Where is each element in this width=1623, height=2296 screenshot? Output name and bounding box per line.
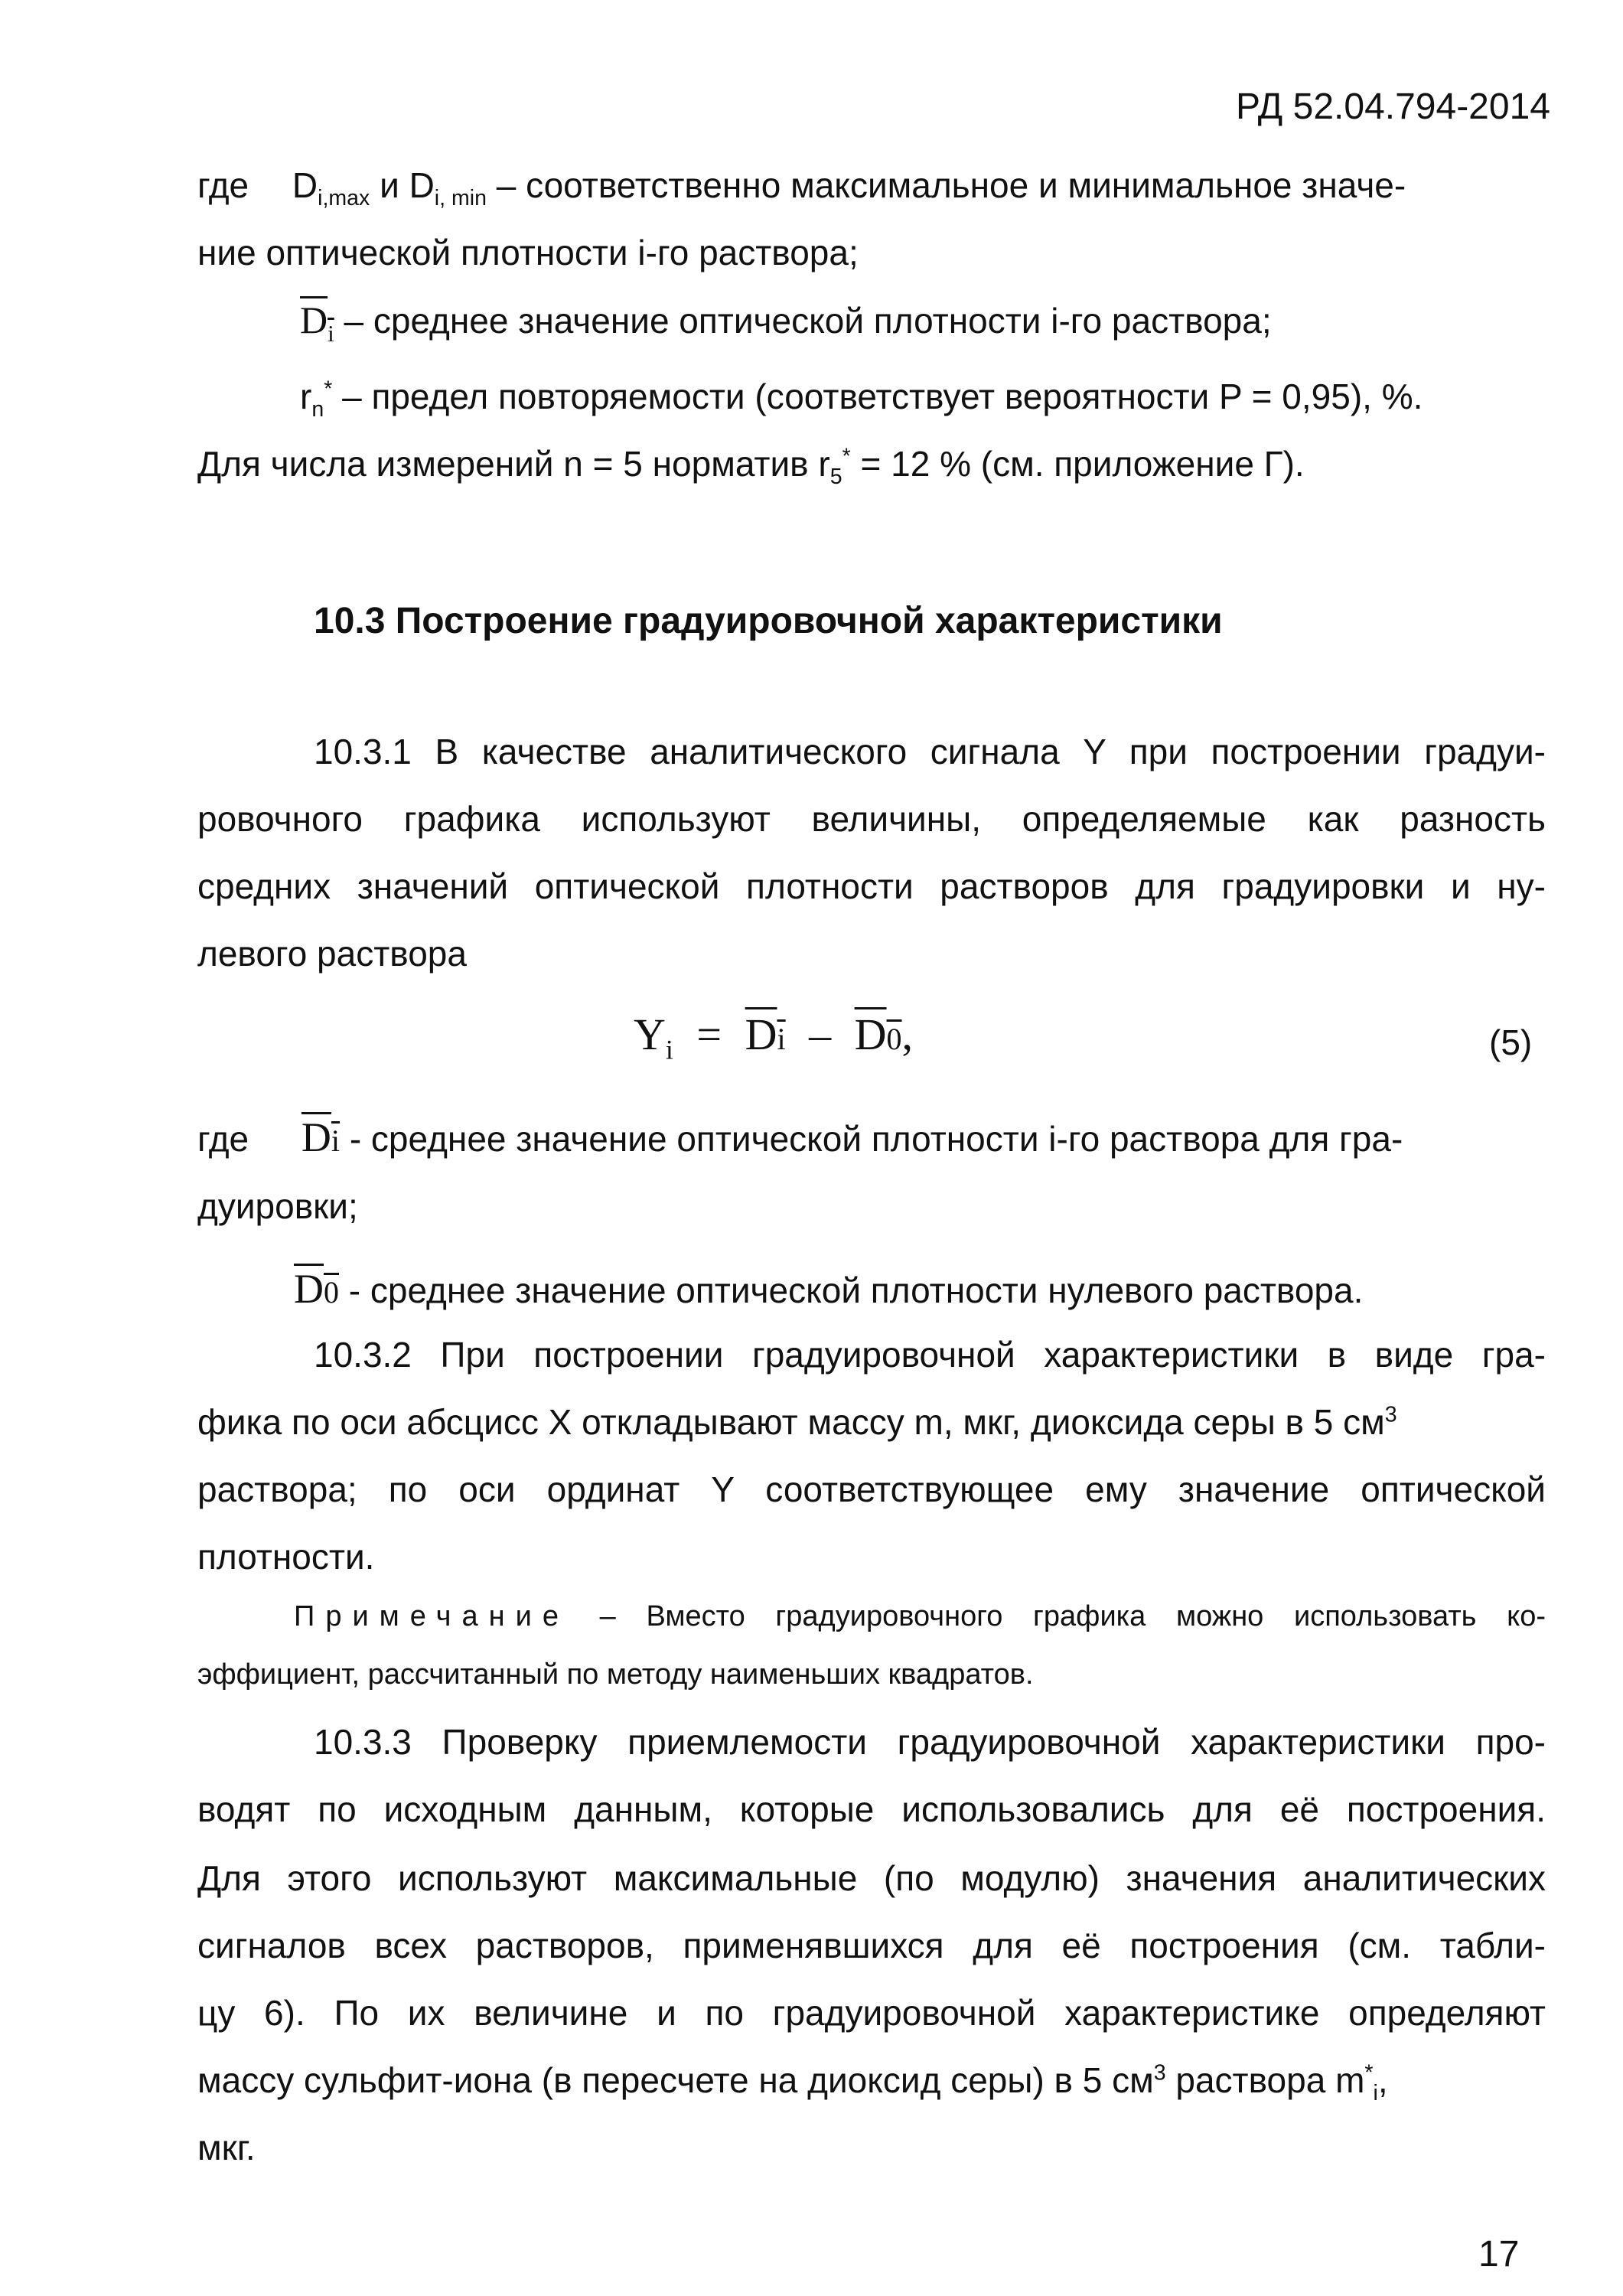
where-block-1 xyxy=(197,152,1406,219)
p1033-line: цу 6). По их величине и по градуировочной характеристике определяют xyxy=(197,1993,1546,2033)
p1033-line: водят по исходным данным, которые использовались для её построения. xyxy=(197,1789,1546,1829)
formula-number: (5) xyxy=(1489,1022,1533,1062)
p1032-line: фика по оси абсцисс X откладывают массу m, мкг, диоксида серы в 5 $см^3$ xyxy=(197,1402,1397,1442)
section-heading: 10.3 Построение градуировочной характеристики xyxy=(314,601,1223,641)
p1031-line: левого раствора xyxy=(197,934,467,974)
p1031-line: 10.3.1 В качестве аналитического сигнала Y при построении градуи- xyxy=(314,732,1546,771)
rn-symbol: $r_n^*$ xyxy=(300,377,333,422)
where-block-2: где Di - среднее значение оптической плотности i-го раствора для гра- xyxy=(197,1114,1403,1160)
page-number: 17 xyxy=(1478,2234,1520,2275)
d-0-bar: D0 xyxy=(854,1009,902,1059)
note-label: Примечание xyxy=(294,1600,569,1632)
p1031-line: ровочного графика используют величины, определяемые как разность xyxy=(197,799,1546,839)
where-label: где xyxy=(197,165,249,205)
d-0-symbol: D0 xyxy=(294,1266,339,1312)
and-word: и xyxy=(380,165,399,205)
d-minmax-definition-cont: ние оптической плотности i-го раствора; xyxy=(197,233,859,272)
p1032-line: 10.3.2 При построении градуировочной характеристики в виде гра- xyxy=(314,1335,1546,1375)
p1033-line: 10.3.3 Проверку приемлемости градуировочной характеристики про- xyxy=(314,1722,1546,1762)
d-min-symbol: $D_{i, min}$ xyxy=(409,165,487,211)
d-mean-definition: $D_i$ – среднее значение оптической плотности i-го раствора; xyxy=(300,298,1272,347)
p1033-line: мкг. xyxy=(197,2128,256,2167)
p1032-line: раствора; по оси ординат Y соответствующее ему значение оптической xyxy=(197,1469,1546,1509)
p1033-line: сигналов всех растворов, применявшихся для её построения (см. табли- xyxy=(197,1926,1546,1965)
document-code: РД 52.04.794-2014 xyxy=(1236,86,1550,127)
measurement-count-line: Для числа измерений n = 5 норматив $r_5^* = 12$ % (см. приложение Г). xyxy=(197,444,1305,490)
p1032-line: плотности. xyxy=(197,1537,375,1577)
d-mean-symbol: $D_i$ xyxy=(300,298,334,347)
d-max-symbol: $D_{i,max}$ xyxy=(292,165,370,211)
formula-5: $Y_i = Di - D0$, xyxy=(634,1009,914,1065)
d-0-definition: D0 - среднее значение оптической плотности нулевого раствора. xyxy=(294,1266,1364,1312)
note-line: Примечание – Вместо градуировочного графика можно использовать ко- xyxy=(294,1600,1546,1632)
d-i-bar: Di xyxy=(745,1009,786,1059)
d-minmax-definition: – соответственно максимальное и минимальное значе- xyxy=(496,165,1406,205)
p1031-line: средних значений оптической плотности растворов для градуировки и ну- xyxy=(197,866,1546,906)
note-line: эффициент, рассчитанный по методу наименьших квадратов. xyxy=(197,1658,1034,1691)
p1033-line: массу сульфит-иона (в пересчете на диоксид серы) в 5 $см^3$ раствора $m^*_i$, xyxy=(197,2060,1388,2106)
p1033-line: Для этого используют максимальные (по модулю) значения аналитических xyxy=(197,1858,1546,1898)
repeatability-definition: $r_n^*$ – предел повторяемости (соответствует вероятности P = 0,95), %. xyxy=(300,377,1423,422)
d-i-definition-cont: дуировки; xyxy=(197,1186,358,1226)
d-i-symbol: Di xyxy=(301,1114,341,1160)
